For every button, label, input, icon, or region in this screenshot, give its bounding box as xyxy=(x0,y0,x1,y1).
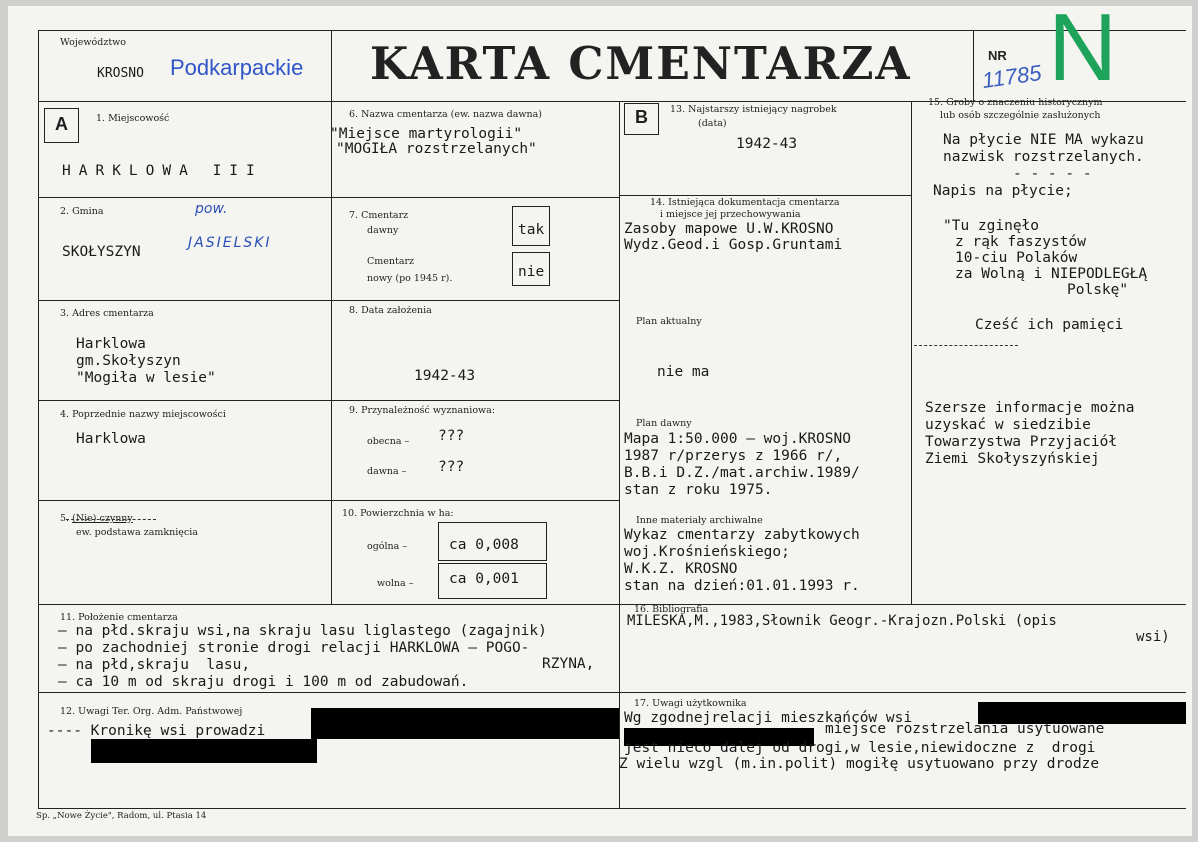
inne-materialy-label: Inne materiały archiwalne xyxy=(636,515,763,526)
row-line-lower xyxy=(38,692,1186,693)
field-15-label-1: 15. Groby o znaczeniu historycznym xyxy=(928,97,1103,108)
plan-dawny-line-2: 1987 r/przerys z 1966 r/, xyxy=(624,448,843,464)
frame-top-line xyxy=(38,30,1186,31)
field-11-line-3b: RZYNA, xyxy=(542,656,595,672)
field-7-dawny-value: tak xyxy=(518,222,545,238)
inne-materialy-line-3: W.K.Z. KROSNO xyxy=(624,561,738,577)
field-15-line-2: nazwisk rozstrzelanych. xyxy=(943,149,1144,165)
field-9-obecna-label: obecna – xyxy=(367,436,410,447)
field-10-ogolna-label: ogólna – xyxy=(367,541,408,552)
field-15-line-9: Polskę" xyxy=(1067,282,1129,298)
field-1-value: HARKLOWA III xyxy=(62,163,263,179)
field-11-line-4: – ca 10 m od skraju drogi i 100 m od zabudowań. xyxy=(58,674,469,690)
row-line-a1 xyxy=(38,197,619,198)
field-7-nowy-label-2: nowy (po 1945 r). xyxy=(367,273,453,284)
field-5-label-prefix: 5. xyxy=(60,513,73,524)
field-7-nowy-value: nie xyxy=(518,264,545,280)
field-9-dawna-value: ??? xyxy=(438,459,465,475)
field-17-line-1: Wg zgodnejrelacji mieszkańców wsi xyxy=(624,710,913,726)
field-2-handwritten-top: pow. xyxy=(195,201,228,217)
field-2-value: SKOŁYSZYN xyxy=(62,244,141,260)
field-9-obecna-value: ??? xyxy=(438,428,465,444)
inne-materialy-line-4: stan na dzień:01.01.1993 r. xyxy=(624,578,860,594)
field-7-nowy-label-1: Cmentarz xyxy=(367,256,415,267)
field-15-note-1: Szersze informacje można xyxy=(925,400,1135,416)
field-1-label: 1. Miejscowość xyxy=(96,113,170,124)
field-3-line-3: "Mogiła w lesie" xyxy=(76,370,216,386)
field-3-line-1: Harklowa xyxy=(76,336,146,352)
field-4-label: 4. Poprzednie nazwy miejscowości xyxy=(60,409,226,420)
redaction-bar xyxy=(91,739,317,763)
field-2-label: 2. Gmina xyxy=(60,206,104,217)
header-divider-left xyxy=(331,30,332,101)
field-10-wolna-label: wolna – xyxy=(377,578,414,589)
field-9-label: 9. Przynależność wyznaniowa: xyxy=(349,405,496,416)
field-16-line-1: MILESKA,M.,1983,Słownik Geogr.-Krajozn.Polski (opis xyxy=(627,613,1057,629)
field-13-label-1: 13. Najstarszy istniejący nagrobek xyxy=(670,104,837,115)
field-17-label: 17. Uwagi użytkownika xyxy=(634,698,747,709)
field-10-wolna-value: ca 0,001 xyxy=(449,571,519,587)
field-16-label: 16. Bibliografia xyxy=(634,604,709,615)
field-15-line-1: Na płycie NIE MA wykazu xyxy=(943,132,1144,148)
field-15-line-7: 10-ciu Polaków xyxy=(955,250,1078,266)
field-5-label-2: ew. podstawa zamknięcia xyxy=(76,527,198,538)
plan-aktualny-label: Plan aktualny xyxy=(636,316,702,327)
printer-imprint: Sp. „Nowe Życie", Radom, ul. Ptasia 14 xyxy=(36,811,207,821)
wojewodztwo-stamp: Podkarpackie xyxy=(170,55,304,80)
field-10-label: 10. Powierzchnia w ha: xyxy=(342,508,454,519)
nr-value: 11785 xyxy=(980,59,1043,94)
field-2-handwritten-bottom: JASIELSKI xyxy=(188,235,272,251)
wojewodztwo-value: KROSNO xyxy=(97,66,144,81)
field-15-note-3: Towarzystwa Przyjaciół xyxy=(925,434,1118,450)
field-7-dawny-label: dawny xyxy=(367,225,399,236)
card-title: KARTA CMENTARZA xyxy=(370,37,912,90)
field-15-note-2: uzyskać w siedzibie xyxy=(925,417,1091,433)
field-12-line-1: ---- Kronikę wsi prowadzi xyxy=(47,723,266,739)
field-17-line-4: Z wielu wzgl (m.in.polit) mogiłę usytuowano przy drodze xyxy=(619,756,1100,772)
field-4-value: Harklowa xyxy=(76,431,146,447)
field-9-dawna-label: dawna – xyxy=(367,466,407,477)
field-15-label-2: lub osób szczególnie zasłużonych xyxy=(940,110,1101,121)
section-a-letter: A xyxy=(55,114,68,134)
field-12-label: 12. Uwagi Ter. Org. Adm. Państwowej xyxy=(60,706,243,717)
field-14-line-1: Zasoby mapowe U.W.KROSNO xyxy=(624,221,834,237)
field-15-line-6: z rąk faszystów xyxy=(955,234,1086,250)
row-line-mid xyxy=(38,604,1186,605)
field-7-label: 7. Cmentarz xyxy=(349,210,409,221)
nr-letter: N xyxy=(1048,0,1118,101)
column-divider-2 xyxy=(619,101,620,808)
inne-materialy-line-2: woj.Krośnieńskiego; xyxy=(624,544,790,560)
plan-dawny-line-1: Mapa 1:50.000 – woj.KROSNO xyxy=(624,431,851,447)
field-13-label-2: (data) xyxy=(698,118,727,129)
field-3-line-2: gm.Skołyszyn xyxy=(76,353,181,369)
field-6-label: 6. Nazwa cmentarza (ew. nazwa dawna) xyxy=(349,109,543,120)
field-6-line-2: "MOGIŁA rozstrzelanych" xyxy=(336,141,537,157)
column-divider-3 xyxy=(911,101,912,604)
field-17-line-2: miejsce rozstrzelania usytuowane xyxy=(825,721,1105,737)
plan-aktualny-value: nie ma xyxy=(657,364,710,380)
header-divider-right xyxy=(973,30,974,101)
field-15-line-5: "Tu zginęło xyxy=(943,218,1040,234)
field-15-typed-rule xyxy=(914,345,1018,346)
field-3-label: 3. Adres cmentarza xyxy=(60,308,154,319)
inne-materialy-line-1: Wykaz cmentarzy zabytkowych xyxy=(624,527,860,543)
redaction-bar xyxy=(311,708,619,739)
row-line-a3 xyxy=(38,400,619,401)
field-13-value: 1942-43 xyxy=(736,136,798,152)
field-11-label: 11. Położenie cmentarza xyxy=(60,612,178,623)
field-6-line-1: "Miejsce martyrologii" xyxy=(330,126,523,142)
plan-dawny-line-3: B.B.i D.Z./mat.archiw.1989/ xyxy=(624,465,860,481)
row-line-b1 xyxy=(619,195,911,196)
field-11-line-1: – na płd.skraju wsi,na skraju lasu liglastego (zagajnik) xyxy=(58,623,547,639)
plan-dawny-line-4: stan z roku 1975. xyxy=(624,482,773,498)
field-10-ogolna-value: ca 0,008 xyxy=(449,537,519,553)
section-b-letter: B xyxy=(635,107,648,127)
field-17-line-3: jest nieco dalej od drogi,w lesie,niewidoczne z drogi xyxy=(624,740,1096,756)
field-15-line-4: Napis na płycie; xyxy=(933,183,1073,199)
field-14-label-2: i miejsce jej przechowywania xyxy=(660,209,801,220)
wojewodztwo-label: Województwo xyxy=(60,37,127,48)
field-15-line-10: Cześć ich pamięci xyxy=(975,317,1124,333)
field-11-line-3a: – na płd,skraju lasu, xyxy=(58,657,251,673)
frame-bottom-line xyxy=(38,808,1186,809)
field-8-value: 1942-43 xyxy=(414,368,476,384)
field-8-label: 8. Data założenia xyxy=(349,305,432,316)
nr-label: NR xyxy=(988,48,1007,63)
field-5-typed-dash xyxy=(66,519,156,520)
field-5-label-status: (Nie) czynny xyxy=(72,513,133,524)
column-divider-1 xyxy=(331,101,332,605)
field-14-label-1: 14. Istniejąca dokumentacja cmentarza xyxy=(650,197,840,208)
plan-dawny-label: Plan dawny xyxy=(636,418,692,429)
row-line-a4 xyxy=(38,500,619,501)
field-15-line-8: za Wolną i NIEPODLEGŁĄ xyxy=(955,266,1148,282)
field-15-line-3: - - - - - xyxy=(1013,166,1092,182)
row-line-a2 xyxy=(38,300,619,301)
field-16-line-2: wsi) xyxy=(1136,629,1170,645)
field-11-line-2: – po zachodniej stronie drogi relacji HARKLOWA – POGO- xyxy=(58,640,530,656)
field-15-note-4: Ziemi Skołyszyńskiej xyxy=(925,451,1100,467)
field-14-line-2: Wydz.Geod.i Gosp.Gruntami xyxy=(624,237,843,253)
